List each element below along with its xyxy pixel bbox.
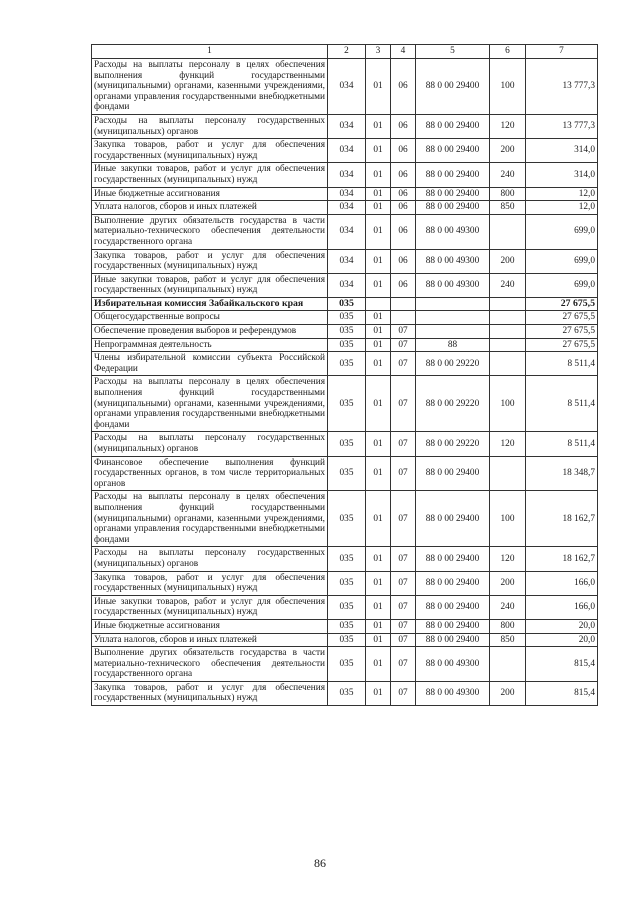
header-col-5: 5 bbox=[416, 45, 490, 59]
cell-subsection: 07 bbox=[391, 456, 416, 491]
cell-section: 01 bbox=[366, 633, 391, 647]
cell-expense-type: 120 bbox=[490, 432, 526, 456]
table-row bbox=[92, 201, 598, 215]
cell-name: Избирательная комиссия Забайкальского края bbox=[92, 297, 328, 311]
table-row bbox=[92, 647, 598, 682]
cell-subsection bbox=[391, 297, 416, 311]
cell-amount: 166,0 bbox=[526, 595, 598, 619]
cell-amount: 27 675,5 bbox=[526, 325, 598, 339]
cell-name: Иные закупки товаров, работ и услуг для обеспечения государственных (муниципальных) нужд bbox=[92, 595, 328, 619]
cell-expense-type bbox=[490, 647, 526, 682]
cell-subsection: 07 bbox=[391, 681, 416, 705]
cell-subsection: 07 bbox=[391, 338, 416, 352]
cell-name: Общегосударственные вопросы bbox=[92, 311, 328, 325]
cell-subsection: 07 bbox=[391, 571, 416, 595]
cell-amount: 13 777,3 bbox=[526, 59, 598, 115]
cell-subsection: 06 bbox=[391, 139, 416, 163]
cell-name: Закупка товаров, работ и услуг для обеспечения государственных (муниципальных) нужд bbox=[92, 249, 328, 273]
table-row bbox=[92, 432, 598, 456]
cell-name: Расходы на выплаты персоналу государственных (муниципальных) органов bbox=[92, 547, 328, 571]
table-row bbox=[92, 325, 598, 339]
cell-subsection: 06 bbox=[391, 114, 416, 138]
cell-name: Закупка товаров, работ и услуг для обеспечения государственных (муниципальных) нужд bbox=[92, 139, 328, 163]
cell-section: 01 bbox=[366, 352, 391, 376]
cell-admin-code: 035 bbox=[328, 647, 366, 682]
cell-section: 01 bbox=[366, 571, 391, 595]
cell-target-article: 88 0 00 29400 bbox=[416, 619, 490, 633]
cell-target-article: 88 0 00 49300 bbox=[416, 273, 490, 297]
cell-subsection: 07 bbox=[391, 547, 416, 571]
table-row bbox=[92, 338, 598, 352]
cell-section: 01 bbox=[366, 187, 391, 201]
budget-table bbox=[91, 44, 598, 706]
cell-amount: 27 675,5 bbox=[526, 311, 598, 325]
cell-subsection: 06 bbox=[391, 59, 416, 115]
cell-subsection: 07 bbox=[391, 633, 416, 647]
cell-expense-type bbox=[490, 456, 526, 491]
cell-subsection bbox=[391, 311, 416, 325]
cell-target-article: 88 0 00 29400 bbox=[416, 547, 490, 571]
cell-target-article: 88 0 00 29400 bbox=[416, 59, 490, 115]
cell-admin-code: 035 bbox=[328, 547, 366, 571]
cell-admin-code: 035 bbox=[328, 595, 366, 619]
cell-section: 01 bbox=[366, 338, 391, 352]
cell-subsection: 06 bbox=[391, 163, 416, 187]
cell-section: 01 bbox=[366, 163, 391, 187]
cell-expense-type: 100 bbox=[490, 491, 526, 547]
cell-target-article: 88 0 00 49300 bbox=[416, 681, 490, 705]
cell-admin-code: 034 bbox=[328, 114, 366, 138]
cell-amount: 12,0 bbox=[526, 187, 598, 201]
cell-expense-type: 120 bbox=[490, 114, 526, 138]
cell-target-article: 88 0 00 29220 bbox=[416, 432, 490, 456]
table-body bbox=[92, 59, 598, 706]
cell-name: Уплата налогов, сборов и иных платежей bbox=[92, 201, 328, 215]
cell-name: Финансовое обеспечение выполнения функций государственных органов, в том числе территориальных органов bbox=[92, 456, 328, 491]
cell-amount: 166,0 bbox=[526, 571, 598, 595]
cell-target-article bbox=[416, 325, 490, 339]
cell-admin-code: 035 bbox=[328, 432, 366, 456]
cell-admin-code: 034 bbox=[328, 59, 366, 115]
header-col-4: 4 bbox=[391, 45, 416, 59]
cell-expense-type: 200 bbox=[490, 249, 526, 273]
cell-admin-code: 035 bbox=[328, 352, 366, 376]
cell-expense-type bbox=[490, 325, 526, 339]
cell-target-article: 88 0 00 29220 bbox=[416, 352, 490, 376]
table-row bbox=[92, 311, 598, 325]
cell-target-article: 88 0 00 29400 bbox=[416, 595, 490, 619]
cell-expense-type: 240 bbox=[490, 273, 526, 297]
cell-target-article bbox=[416, 297, 490, 311]
cell-expense-type: 200 bbox=[490, 139, 526, 163]
cell-target-article: 88 0 00 49300 bbox=[416, 214, 490, 249]
cell-amount: 699,0 bbox=[526, 273, 598, 297]
cell-expense-type: 240 bbox=[490, 595, 526, 619]
cell-amount: 8 511,4 bbox=[526, 432, 598, 456]
cell-expense-type bbox=[490, 214, 526, 249]
cell-subsection: 06 bbox=[391, 214, 416, 249]
table-row bbox=[92, 273, 598, 297]
cell-target-article: 88 0 00 29400 bbox=[416, 201, 490, 215]
cell-amount: 699,0 bbox=[526, 249, 598, 273]
cell-section: 01 bbox=[366, 114, 391, 138]
cell-section: 01 bbox=[366, 201, 391, 215]
cell-expense-type: 240 bbox=[490, 163, 526, 187]
cell-section: 01 bbox=[366, 491, 391, 547]
cell-admin-code: 035 bbox=[328, 376, 366, 432]
cell-section: 01 bbox=[366, 647, 391, 682]
table-row bbox=[92, 633, 598, 647]
cell-name: Непрограммная деятельность bbox=[92, 338, 328, 352]
table-row bbox=[92, 249, 598, 273]
cell-admin-code: 034 bbox=[328, 187, 366, 201]
cell-admin-code: 034 bbox=[328, 249, 366, 273]
table-row bbox=[92, 114, 598, 138]
cell-name: Расходы на выплаты персоналу государственных (муниципальных) органов bbox=[92, 114, 328, 138]
cell-subsection: 06 bbox=[391, 201, 416, 215]
cell-section: 01 bbox=[366, 311, 391, 325]
cell-amount: 8 511,4 bbox=[526, 352, 598, 376]
cell-section: 01 bbox=[366, 619, 391, 633]
cell-admin-code: 035 bbox=[328, 633, 366, 647]
cell-name: Расходы на выплаты персоналу в целях обеспечения выполнения функций государственными (муниципальными) органами, казенными учреждениями, органами управления государственными внебюджетными фондами bbox=[92, 376, 328, 432]
cell-section: 01 bbox=[366, 249, 391, 273]
cell-admin-code: 035 bbox=[328, 571, 366, 595]
cell-admin-code: 035 bbox=[328, 297, 366, 311]
cell-amount: 27 675,5 bbox=[526, 338, 598, 352]
cell-admin-code: 035 bbox=[328, 619, 366, 633]
cell-target-article: 88 0 00 49300 bbox=[416, 249, 490, 273]
cell-section: 01 bbox=[366, 547, 391, 571]
table-row bbox=[92, 59, 598, 115]
cell-name: Иные бюджетные ассигнования bbox=[92, 187, 328, 201]
cell-subsection: 07 bbox=[391, 619, 416, 633]
table-row bbox=[92, 163, 598, 187]
table-row bbox=[92, 681, 598, 705]
cell-subsection: 06 bbox=[391, 273, 416, 297]
cell-expense-type: 850 bbox=[490, 633, 526, 647]
cell-expense-type: 800 bbox=[490, 619, 526, 633]
cell-target-article: 88 0 00 29400 bbox=[416, 114, 490, 138]
cell-admin-code: 035 bbox=[328, 325, 366, 339]
cell-name: Расходы на выплаты персоналу государственных (муниципальных) органов bbox=[92, 432, 328, 456]
cell-section: 01 bbox=[366, 59, 391, 115]
cell-expense-type: 200 bbox=[490, 681, 526, 705]
cell-admin-code: 034 bbox=[328, 214, 366, 249]
cell-subsection: 07 bbox=[391, 595, 416, 619]
cell-admin-code: 034 bbox=[328, 201, 366, 215]
cell-expense-type: 120 bbox=[490, 547, 526, 571]
cell-amount: 8 511,4 bbox=[526, 376, 598, 432]
cell-name: Члены избирательной комиссии субъекта Российской Федерации bbox=[92, 352, 328, 376]
cell-admin-code: 035 bbox=[328, 338, 366, 352]
cell-admin-code: 035 bbox=[328, 456, 366, 491]
cell-subsection: 07 bbox=[391, 352, 416, 376]
cell-name: Закупка товаров, работ и услуг для обеспечения государственных (муниципальных) нужд bbox=[92, 571, 328, 595]
cell-target-article: 88 0 00 29400 bbox=[416, 571, 490, 595]
cell-admin-code: 035 bbox=[328, 311, 366, 325]
header-col-2: 2 bbox=[328, 45, 366, 59]
table-row bbox=[92, 376, 598, 432]
cell-amount: 27 675,5 bbox=[526, 297, 598, 311]
cell-section: 01 bbox=[366, 139, 391, 163]
table-row bbox=[92, 214, 598, 249]
cell-name: Закупка товаров, работ и услуг для обеспечения государственных (муниципальных) нужд bbox=[92, 681, 328, 705]
cell-section: 01 bbox=[366, 273, 391, 297]
cell-section: 01 bbox=[366, 456, 391, 491]
cell-target-article: 88 0 00 29400 bbox=[416, 163, 490, 187]
table-row bbox=[92, 571, 598, 595]
cell-section: 01 bbox=[366, 376, 391, 432]
cell-section: 01 bbox=[366, 681, 391, 705]
cell-name: Расходы на выплаты персоналу в целях обеспечения выполнения функций государственными (муниципальными) органами, казенными учреждениями, органами управления государственными внебюджетными фондами bbox=[92, 59, 328, 115]
cell-admin-code: 034 bbox=[328, 139, 366, 163]
cell-subsection: 06 bbox=[391, 249, 416, 273]
cell-expense-type: 200 bbox=[490, 571, 526, 595]
cell-amount: 314,0 bbox=[526, 139, 598, 163]
cell-section: 01 bbox=[366, 214, 391, 249]
table-row bbox=[92, 139, 598, 163]
cell-target-article: 88 0 00 29400 bbox=[416, 491, 490, 547]
cell-subsection: 07 bbox=[391, 376, 416, 432]
cell-name: Расходы на выплаты персоналу в целях обеспечения выполнения функций государственными (муниципальными) органами, казенными учреждениями, органами управления государственными внебюджетными фондами bbox=[92, 491, 328, 547]
cell-admin-code: 035 bbox=[328, 491, 366, 547]
cell-subsection: 07 bbox=[391, 325, 416, 339]
cell-target-article: 88 bbox=[416, 338, 490, 352]
cell-expense-type bbox=[490, 352, 526, 376]
cell-target-article bbox=[416, 311, 490, 325]
cell-expense-type: 100 bbox=[490, 376, 526, 432]
header-col-3: 3 bbox=[366, 45, 391, 59]
cell-amount: 18 162,7 bbox=[526, 491, 598, 547]
table-row bbox=[92, 619, 598, 633]
cell-subsection: 07 bbox=[391, 647, 416, 682]
cell-admin-code: 034 bbox=[328, 163, 366, 187]
cell-expense-type bbox=[490, 338, 526, 352]
cell-target-article: 88 0 00 29400 bbox=[416, 187, 490, 201]
cell-expense-type bbox=[490, 297, 526, 311]
cell-section bbox=[366, 297, 391, 311]
cell-amount: 699,0 bbox=[526, 214, 598, 249]
cell-admin-code: 034 bbox=[328, 273, 366, 297]
header-col-6: 6 bbox=[490, 45, 526, 59]
cell-amount: 815,4 bbox=[526, 647, 598, 682]
cell-name: Выполнение других обязательств государства в части материально-технического обеспечения деятельности государственного органа bbox=[92, 214, 328, 249]
cell-name: Выполнение других обязательств государства в части материально-технического обеспечения деятельности государственного органа bbox=[92, 647, 328, 682]
cell-name: Иные закупки товаров, работ и услуг для обеспечения государственных (муниципальных) нужд bbox=[92, 163, 328, 187]
cell-name: Обеспечение проведения выборов и референдумов bbox=[92, 325, 328, 339]
cell-target-article: 88 0 00 29400 bbox=[416, 456, 490, 491]
cell-subsection: 07 bbox=[391, 432, 416, 456]
cell-expense-type: 850 bbox=[490, 201, 526, 215]
page-number: 86 bbox=[314, 856, 326, 870]
header-col-7: 7 bbox=[526, 45, 598, 59]
cell-name: Иные закупки товаров, работ и услуг для обеспечения государственных (муниципальных) нужд bbox=[92, 273, 328, 297]
cell-amount: 20,0 bbox=[526, 633, 598, 647]
cell-amount: 20,0 bbox=[526, 619, 598, 633]
cell-amount: 12,0 bbox=[526, 201, 598, 215]
cell-expense-type bbox=[490, 311, 526, 325]
cell-name: Уплата налогов, сборов и иных платежей bbox=[92, 633, 328, 647]
table-row bbox=[92, 491, 598, 547]
cell-target-article: 88 0 00 29400 bbox=[416, 139, 490, 163]
table-row bbox=[92, 547, 598, 571]
cell-target-article: 88 0 00 29220 bbox=[416, 376, 490, 432]
cell-expense-type: 800 bbox=[490, 187, 526, 201]
cell-section: 01 bbox=[366, 595, 391, 619]
header-col-1: 1 bbox=[92, 45, 328, 59]
cell-subsection: 06 bbox=[391, 187, 416, 201]
cell-target-article: 88 0 00 29400 bbox=[416, 633, 490, 647]
cell-amount: 18 162,7 bbox=[526, 547, 598, 571]
table-row bbox=[92, 352, 598, 376]
table-row bbox=[92, 297, 598, 311]
cell-name: Иные бюджетные ассигнования bbox=[92, 619, 328, 633]
cell-admin-code: 035 bbox=[328, 681, 366, 705]
cell-subsection: 07 bbox=[391, 491, 416, 547]
table-row bbox=[92, 456, 598, 491]
table-row bbox=[92, 187, 598, 201]
cell-expense-type: 100 bbox=[490, 59, 526, 115]
cell-section: 01 bbox=[366, 325, 391, 339]
cell-target-article: 88 0 00 49300 bbox=[416, 647, 490, 682]
table-row bbox=[92, 595, 598, 619]
cell-section: 01 bbox=[366, 432, 391, 456]
cell-amount: 13 777,3 bbox=[526, 114, 598, 138]
cell-amount: 815,4 bbox=[526, 681, 598, 705]
header-row bbox=[92, 45, 598, 59]
cell-amount: 18 348,7 bbox=[526, 456, 598, 491]
cell-amount: 314,0 bbox=[526, 163, 598, 187]
